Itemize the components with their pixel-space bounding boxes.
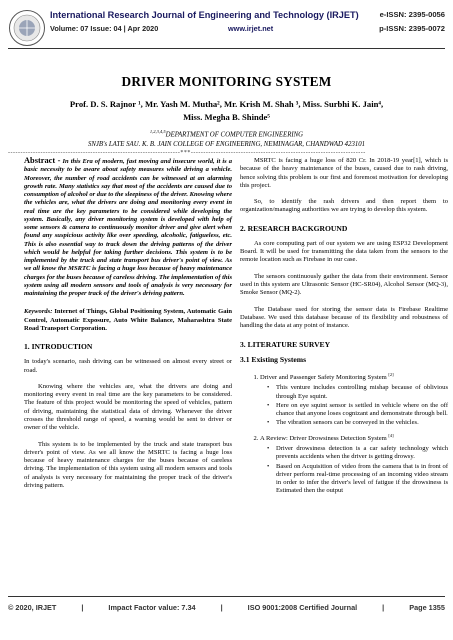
keywords-text: Internet of Things, Global Positioning System, Automatic Gain Control, Automatic Exposure, Auto White Balance, Maharashtra State Road Transport Corporation. <box>24 308 233 332</box>
authors-line-2: Miss. Megha B. Shinde⁵ <box>183 111 270 122</box>
research-paragraph-3: The Database used for storing the sensor data is Firebase Realtime Database. We used this database because of its flexibility and robustness of handling the data at any point of instance. <box>240 305 448 330</box>
bullet-item: • Here on eye squint sensor is settled in vehicle where on the off chance that anyone loses cognizant and demonstrate through bell. <box>276 402 448 419</box>
item-2-bullets <box>260 445 448 496</box>
journal-name: International Research Journal of Engineering and Technology (IRJET) <box>50 10 359 20</box>
copyright: © 2020, IRJET <box>8 603 57 612</box>
research-paragraph-1: As core computing part of our system we are using ESP32 Development Board. It will be used for transmitting the data taken from the sensors to the remote location such as Firebase in our case. <box>240 239 448 264</box>
item-2-ref: [4] <box>388 432 394 438</box>
page-footer <box>8 603 445 612</box>
item-1-bullets <box>260 384 448 427</box>
bullet-item: • Driver drowsiness detection is a car safety technology which prevents accidents when the driver is getting drowsy. <box>276 445 448 462</box>
left-column <box>24 157 232 498</box>
affiliation <box>0 127 453 149</box>
research-paragraph-2: The sensors continuously gather the data from their environment. Sensor used in this system are Ultrasonic Sensor (HC-SR04), Alcohol Sensor (MQ-3), Smoke Sensor (MQ-2). <box>240 272 448 297</box>
list-item <box>260 371 448 428</box>
e-issn: e-ISSN: 2395-0056 <box>379 10 445 19</box>
journal-website[interactable]: www.irjet.net <box>228 24 274 33</box>
bullet-item: • Based on Acquisition of video from the camera that is in front of driver perform real-time processing of an incoming video stream in order to infer the driver's level of fatigue if the drowsiness is Estimated then the output <box>276 463 448 496</box>
existing-systems-heading: 3.1 Existing Systems <box>240 354 307 364</box>
college-name: SNJB's LATE SAU. K. B. JAIN COLLEGE OF ENGINEERING, NEMINAGAR, CHANDWAD 423101 <box>87 140 366 148</box>
bullet-item: • This venture includes controlling mishap because of oblivious through Eye squint. <box>276 384 448 401</box>
keywords <box>24 308 232 333</box>
list-item <box>260 432 448 496</box>
intro-paragraph-2: Knowing where the vehicles are, what the drivers are doing and monitoring every event in real time are the key parameters to be considered. The feature of this project would be monitoring the speed of vehicles, pattern of driving, maintaining the statistical data of driving. Whenever the driver crosses the threshold range of speed, a warning would be sent to driver or owner of the vehicle. <box>24 382 232 432</box>
p-issn: p-ISSN: 2395-0072 <box>379 24 445 33</box>
goal-paragraph: So, to identify the rash drivers and then report them to organization/managing authorities we are trying to develop this system. <box>240 198 448 214</box>
bullet-item: • The vibration sensors can be conveyed in the vehicles. <box>276 419 448 427</box>
page-number: Page 1355 <box>409 603 445 612</box>
section-divider: ---------------------------------------------------------------------***---------------------------------------------------------------------- <box>8 150 366 156</box>
item-2-title: A Review: Driver Drowsiness Detection System <box>260 434 387 442</box>
author-list <box>40 98 413 123</box>
department-name: DEPARTMENT OF COMPUTER ENGINEERING <box>165 131 304 139</box>
motivation-paragraph: MSRTC is facing a huge loss of 820 Cr. In 2018-19 year[1], which is because of the heavy maintenance of the buses, caused due to rash driving, hence solving this problem is our first and foremost motivation for developing this project. <box>240 157 448 189</box>
header-rule <box>8 48 445 49</box>
iso-certification: ISO 9001:2008 Certified Journal <box>247 603 358 612</box>
introduction-heading: 1. INTRODUCTION <box>24 342 93 351</box>
research-background-heading: 2. RESEARCH BACKGROUND <box>240 223 348 233</box>
existing-systems-list <box>240 371 448 496</box>
item-1-title: Driver and Passenger Safety Monitoring System <box>260 374 387 382</box>
abstract <box>24 157 232 298</box>
footer-separator: | <box>220 603 223 612</box>
intro-paragraph-1: In today's scenario, rash driving can be witnessed on almost every street or road. <box>24 358 232 374</box>
footer-rule <box>8 596 445 597</box>
volume-issue: Volume: 07 Issue: 04 | Apr 2020 <box>50 24 159 33</box>
right-column <box>240 157 448 500</box>
abstract-label: Abstract - <box>24 156 61 165</box>
keywords-label: Keywords: <box>24 308 53 316</box>
abstract-text: In this Era of modern, fast moving and insecure world, it is a basic necessity to be aware about safety measures while driving a vehicle. Moreover, the number of road accidents can be witnessed at an alarming growth rate. Many statistics say that most of the accidents are caused due to consumption of alcohol or due to the sleepiness of the driver. Knowing where the vehicles are, what the drivers are doing and monitoring every event in real time are the key parameters to be considered while developing the system. Basically, any driver monitoring system is developed with help of some sensors & camera to continuously monitor driver and give alert when found any suspicious activity like over speeding, alcoholic, fatigueless, etc. This is also essential way to track down the driving patterns of the driver which would be helpful for taking further decisions. This system is to be implemented by the truck and state transport bus driver's point of view. As we all know the MSRTC is facing a huge loss because of heavy maintenance charges for the buses because of careless driving. The implementation of this system using all modern sensors and tools of analysis is very necessary for maintaining the proper track of the driver's driving pattern. <box>24 158 232 297</box>
paper-title: DRIVER MONITORING SYSTEM <box>121 74 332 89</box>
department <box>0 127 453 140</box>
footer-separator: | <box>81 603 84 612</box>
item-1-ref: [2] <box>388 372 394 378</box>
authors-line-1: Prof. D. S. Rajnor ¹, Mr. Yash M. Mutha², Mr. Krish M. Shah ³, Miss. Surbhi K. Jain⁴, <box>69 99 384 109</box>
intro-paragraph-3: This system is to be implemented by the truck and state transport bus driver's point of view. As we all know the MSRTC is facing a huge loss because of heavy maintenance charges for the buses because of careless driving. The implementation of this system using all modern sensors and tools of analysis is very necessary for maintaining the proper track of the driver's driving pattern. <box>24 440 232 489</box>
affiliation-superscript: 1,2,3,4,5 <box>149 129 166 134</box>
literature-survey-heading: 3. LITERATURE SURVEY <box>240 339 331 349</box>
impact-factor: Impact Factor value: 7.34 <box>108 603 196 612</box>
irjet-logo <box>8 9 46 47</box>
footer-separator: | <box>382 603 385 612</box>
